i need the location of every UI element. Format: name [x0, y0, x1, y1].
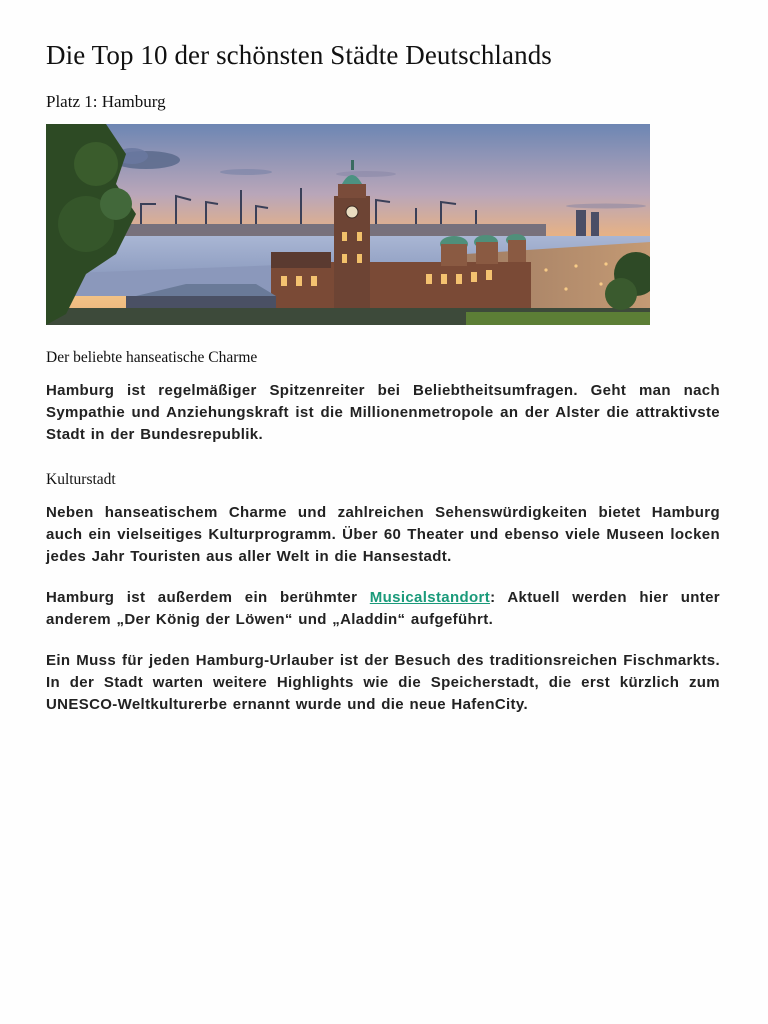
rank-heading: Platz 1: Hamburg — [46, 92, 166, 111]
section-heading-charm: Der beliebte hanseatische Charme — [46, 349, 258, 366]
hamburg-harbor-image — [46, 124, 650, 325]
paragraph-culture: Neben hanseatischem Charme und zahlreichen Sehenswürdigkeiten bietet Hamburg auch ein vielseitiges Kulturprogramm. Über 60 Theater und ebenso viele Museen locken jedes Jahr Touristen aus aller Welt in die Hansestadt. — [46, 504, 720, 565]
musicalstandort-link[interactable]: Musicalstandort — [369, 589, 491, 606]
paragraph-highlights: Ein Muss für jeden Hamburg-Urlauber ist der Besuch des traditionsreichen Fischmarkts. In der Stadt warten weitere Highlights wie die Speicherstadt, die erst kürzlich zum UNESCO-Weltkulturerbe ernannt wurde und die neue HafenCity. — [46, 652, 720, 713]
page-title: Die Top 10 der schönsten Städte Deutschlands — [46, 40, 552, 70]
harbor-panorama-illustration — [46, 124, 650, 325]
paragraph-musical-before: Hamburg ist außerdem ein berühmter — [46, 589, 370, 606]
paragraph-musical — [46, 587, 720, 631]
section-heading-culture: Kulturstadt — [46, 471, 116, 488]
paragraph-charm: Hamburg ist regelmäßiger Spitzenreiter bei Beliebtheitsumfragen. Geht man nach Sympathie und Anziehungskraft ist die Millionenmetropole an der Alster die attraktivste Stadt in der Bundesrepublik. — [46, 382, 720, 443]
paragraph-musical-after: : Aktuell werden hier unter anderem „Der König der Löwen“ und „Aladdin“ aufgeführt. — [46, 589, 720, 628]
